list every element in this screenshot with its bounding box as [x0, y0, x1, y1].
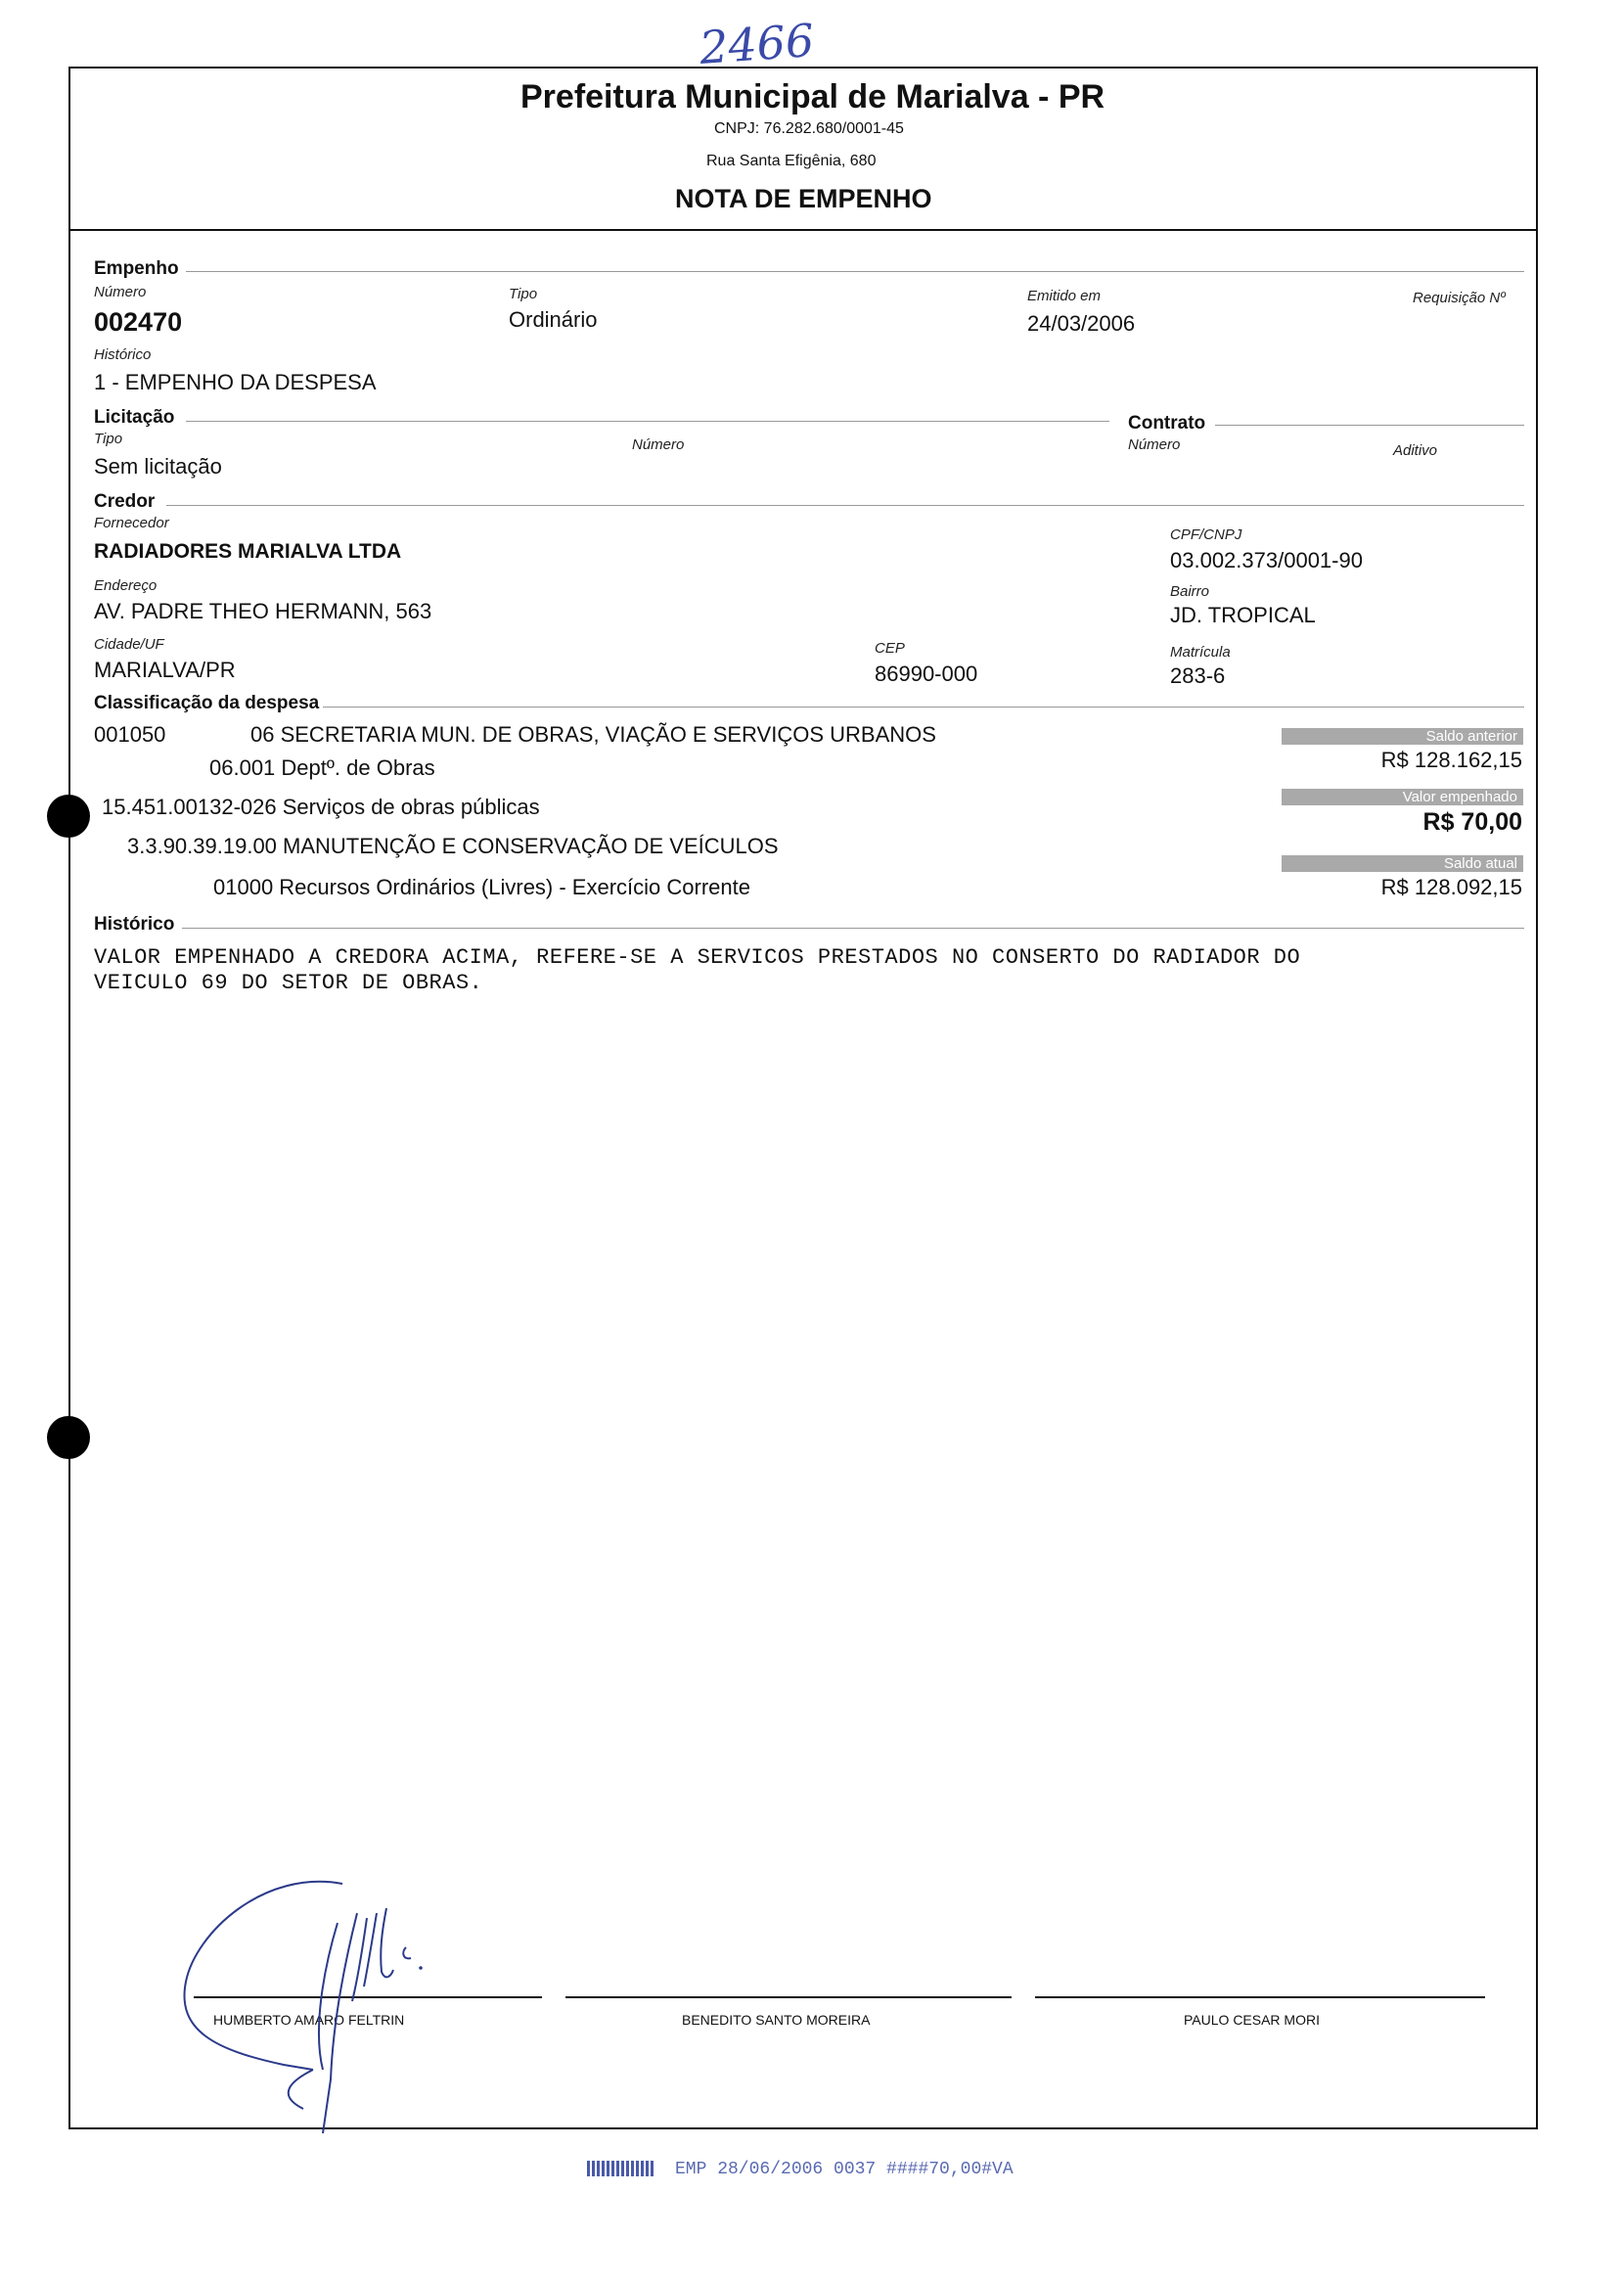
saldo-anterior-label: Saldo anterior	[1282, 728, 1523, 745]
empenho-rule	[186, 271, 1524, 272]
contrato-aditivo-label: Aditivo	[1393, 442, 1438, 459]
signature-name-1: HUMBERTO AMARO FELTRIN	[213, 2012, 405, 2028]
cidade-value: MARIALVA/PR	[94, 658, 236, 682]
signature-line-2	[565, 1996, 1012, 1998]
punch-hole-top	[47, 795, 90, 838]
matricula-label: Matrícula	[1170, 644, 1231, 661]
cep-value: 86990-000	[875, 662, 978, 686]
page-title: Prefeitura Municipal de Marialva - PR	[520, 78, 1105, 115]
empenho-historico: 1 - EMPENHO DA DESPESA	[94, 370, 377, 394]
fornecedor-name: RADIADORES MARIALVA LTDA	[94, 540, 402, 563]
saldo-atual-label: Saldo atual	[1282, 855, 1523, 872]
tipo-label: Tipo	[509, 286, 538, 302]
credor-section-title: Credor	[94, 491, 156, 512]
fornecedor-label: Fornecedor	[94, 515, 169, 531]
saldo-atual-value: R$ 128.092,15	[1380, 875, 1522, 899]
empenho-tipo: Ordinário	[509, 307, 598, 332]
endereco-label: Endereço	[94, 577, 158, 594]
historico-section-title: Histórico	[94, 914, 175, 935]
contrato-rule	[1215, 425, 1524, 426]
licitacao-numero-label: Número	[632, 436, 685, 453]
classificacao-line-1: 06 SECRETARIA MUN. DE OBRAS, VIAÇÃO E SERVIÇOS URBANOS	[250, 722, 936, 747]
historico-line-1: VALOR EMPENHADO A CREDORA ACIMA, REFERE-SE A SERVICOS PRESTADOS NO CONSERTO DO RADIADOR DO	[94, 945, 1301, 970]
licitacao-tipo-label: Tipo	[94, 431, 123, 447]
matricula-value: 283-6	[1170, 663, 1226, 688]
emitido-date: 24/03/2006	[1027, 311, 1136, 336]
doc-title: NOTA DE EMPENHO	[675, 184, 932, 213]
emitido-label: Emitido em	[1027, 288, 1102, 304]
handwritten-number: 2466	[698, 13, 816, 75]
header-divider	[70, 229, 1536, 231]
signature-line-3	[1035, 1996, 1485, 1998]
contrato-numero-label: Número	[1128, 436, 1181, 453]
historico-rule	[182, 928, 1524, 929]
historico-label: Histórico	[94, 346, 152, 363]
numero-label: Número	[94, 284, 147, 300]
classificacao-section-title: Classificação da despesa	[94, 693, 320, 713]
requisicao-label: Requisição Nº	[1413, 290, 1506, 306]
licitacao-tipo: Sem licitação	[94, 454, 222, 479]
valor-empenhado-label: Valor empenhado	[1282, 789, 1523, 805]
classificacao-code: 001050	[94, 722, 166, 747]
footer-stamp: EMP 28/06/2006 0037 ####70,00#VA	[675, 2160, 1014, 2179]
cpf-value: 03.002.373/0001-90	[1170, 548, 1363, 572]
contrato-section-title: Contrato	[1128, 413, 1206, 434]
bairro-value: JD. TROPICAL	[1170, 603, 1316, 627]
endereco-value: AV. PADRE THEO HERMANN, 563	[94, 599, 432, 623]
cpf-label: CPF/CNPJ	[1170, 526, 1242, 543]
address-text: Rua Santa Efigênia, 680	[706, 153, 877, 169]
licitacao-rule	[186, 421, 1109, 422]
signature-name-3: PAULO CESAR MORI	[1184, 2012, 1320, 2028]
bairro-label: Bairro	[1170, 583, 1210, 600]
cep-label: CEP	[875, 640, 905, 657]
licitacao-section-title: Licitação	[94, 407, 175, 428]
empenho-numero: 002470	[94, 307, 183, 337]
cnpj-text: CNPJ: 76.282.680/0001-45	[714, 120, 904, 137]
classificacao-line-3: 15.451.00132-026 Serviços de obras públicas	[102, 795, 540, 819]
classificacao-line-5: 01000 Recursos Ordinários (Livres) - Exercício Corrente	[213, 875, 750, 899]
historico-line-2: VEICULO 69 DO SETOR DE OBRAS.	[94, 971, 483, 995]
classificacao-line-4: 3.3.90.39.19.00 MANUTENÇÃO E CONSERVAÇÃO DE VEÍCULOS	[127, 834, 779, 858]
empenho-section-title: Empenho	[94, 258, 179, 279]
valor-empenhado-value: R$ 70,00	[1422, 808, 1522, 836]
classificacao-rule	[323, 707, 1524, 708]
footer-barcode	[587, 2161, 655, 2176]
cidade-label: Cidade/UF	[94, 636, 164, 653]
saldo-anterior-value: R$ 128.162,15	[1380, 748, 1522, 772]
punch-hole-bottom	[47, 1416, 90, 1459]
classificacao-line-2: 06.001 Deptº. de Obras	[209, 755, 435, 780]
handwritten-signature	[176, 1874, 489, 2138]
credor-rule	[166, 505, 1524, 506]
signature-name-2: BENEDITO SANTO MOREIRA	[682, 2012, 871, 2028]
